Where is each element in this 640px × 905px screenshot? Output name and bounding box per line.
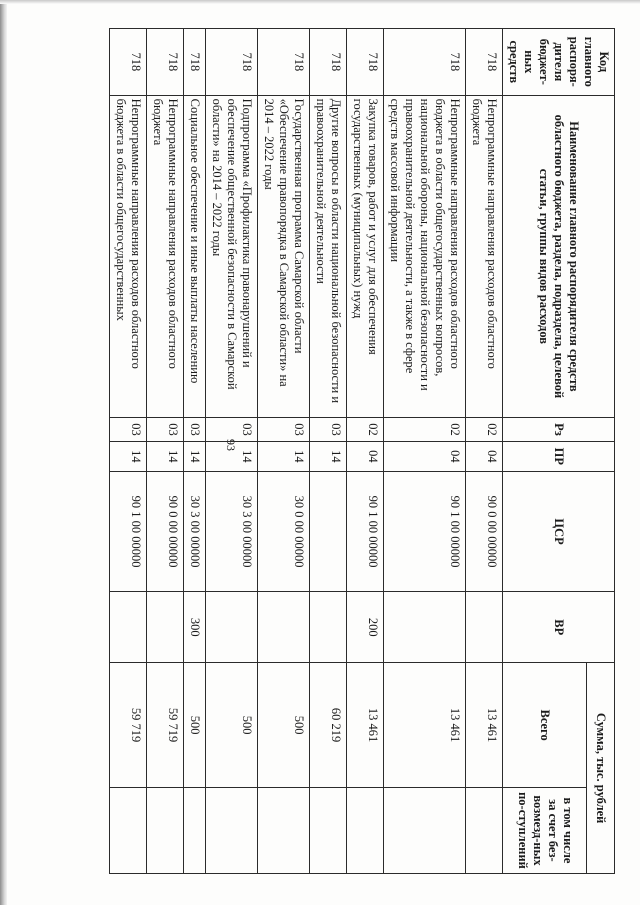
row-total: 500 (184, 663, 206, 788)
row-pr: 14 (110, 441, 147, 471)
row-vr (258, 592, 310, 663)
row-rz: 03 (258, 418, 310, 442)
row-code: 718 (206, 29, 258, 96)
row-vr (466, 592, 503, 663)
row-rz: 03 (184, 418, 206, 442)
table-row (184, 29, 206, 874)
row-csr: 90 1 00 00000 (110, 471, 147, 591)
table-row (147, 29, 184, 874)
row-code: 718 (466, 29, 503, 96)
row-csr: 90 0 00 00000 (466, 471, 503, 591)
row-csr: 30 3 00 00000 (206, 471, 258, 591)
row-total: 500 (258, 663, 310, 788)
row-gratuitous (347, 787, 384, 873)
row-rz: 02 (384, 418, 466, 442)
table-row (466, 29, 503, 874)
row-rz: 03 (206, 418, 258, 442)
row-code: 718 (147, 29, 184, 96)
row-code: 718 (184, 29, 206, 96)
rotated-table-wrapper (50, 28, 615, 874)
row-gratuitous (384, 787, 466, 873)
table-row (347, 29, 384, 874)
row-rz: 02 (466, 418, 503, 442)
budget-table (109, 28, 615, 874)
row-gratuitous (147, 787, 184, 873)
row-rz: 02 (347, 418, 384, 442)
row-rz: 03 (147, 418, 184, 442)
header-vr: ВР (503, 592, 615, 663)
row-pr: 14 (258, 441, 310, 471)
table-row (258, 29, 310, 874)
row-total: 59 719 (110, 663, 147, 788)
row-pr: 14 (184, 441, 206, 471)
row-csr (310, 471, 347, 591)
row-name: Государственная программа Самарской области «Обеспечение правопорядка в Самарской области» на 2014 – 2022 годы (258, 95, 310, 418)
row-code: 718 (384, 29, 466, 96)
row-rz: 03 (110, 418, 147, 442)
scan-edge-top (0, 0, 640, 4)
header-rz: Рз (503, 418, 615, 442)
page-number: 93 (224, 439, 238, 451)
row-pr: 04 (384, 441, 466, 471)
row-vr (110, 592, 147, 663)
row-gratuitous (466, 787, 503, 873)
header-name: Наименование главного распорядителя средств областного бюджета, раздела, подраздела, целевой статьи, группы видов расходов (503, 95, 615, 418)
row-vr: 200 (347, 592, 384, 663)
row-vr (310, 592, 347, 663)
header-pr: ПР (503, 441, 615, 471)
row-total: 13 461 (466, 663, 503, 788)
row-code: 718 (110, 29, 147, 96)
row-total: 13 461 (347, 663, 384, 788)
row-vr: 300 (184, 592, 206, 663)
table-body (110, 29, 503, 874)
row-name: Непрограммные направления расходов областного бюджета (466, 95, 503, 418)
row-vr (206, 592, 258, 663)
row-csr: 90 0 00 00000 (147, 471, 184, 591)
row-name: Непрограммные направления расходов областного бюджета (147, 95, 184, 418)
row-name: Непрограммные направления расходов областного бюджета в области общегосударственных вопросов, национальной обороны, национальной безопасности и правоохранительной деятельности, а также в сфере средств массовой информации (384, 95, 466, 418)
table-row (206, 29, 258, 874)
header-total: Всего (503, 663, 587, 788)
row-name: Социальное обеспечение и иные выплаты населению (184, 95, 206, 418)
row-name: Подпрограмма «Профилактика правонарушений и обеспечение общественной безопасности в Самарской области» на 2014 – 2022 годы (206, 95, 258, 418)
row-pr: 04 (466, 441, 503, 471)
row-rz: 03 (310, 418, 347, 442)
table-header (503, 29, 615, 874)
header-code: Код главного распоря-дителя бюджет-ных средств (503, 29, 615, 96)
row-name: Другие вопросы в области национальной безопасности и правоохранительной деятельности (310, 95, 347, 418)
row-gratuitous (110, 787, 147, 873)
row-name: Непрограммные направления расходов областного бюджета в области общегосударственных (110, 95, 147, 418)
table-row (110, 29, 147, 874)
row-gratuitous (258, 787, 310, 873)
row-csr: 30 0 00 00000 (258, 471, 310, 591)
row-code: 718 (310, 29, 347, 96)
row-gratuitous (206, 787, 258, 873)
header-sum-group: Сумма, тыс. рублей (587, 663, 615, 874)
table-row (384, 29, 466, 874)
scan-edge (0, 0, 7, 905)
row-pr: 14 (310, 441, 347, 471)
row-pr: 14 (147, 441, 184, 471)
row-total: 59 719 (147, 663, 184, 788)
row-gratuitous (310, 787, 347, 873)
row-pr: 14 (206, 441, 258, 471)
row-vr (384, 592, 466, 663)
row-csr: 90 1 00 00000 (347, 471, 384, 591)
row-code: 718 (258, 29, 310, 96)
row-total: 500 (206, 663, 258, 788)
row-pr: 04 (347, 441, 384, 471)
row-code: 718 (347, 29, 384, 96)
header-csr: ЦСР (503, 471, 615, 591)
row-gratuitous (184, 787, 206, 873)
header-gratuitous: в том числе за счет без-возмезд-ных по-ступлений (503, 787, 587, 873)
row-name: Закупка товаров, работ и услуг для обеспечения государственных (муниципальных) нужд (347, 95, 384, 418)
row-total: 60 219 (310, 663, 347, 788)
row-total: 13 461 (384, 663, 466, 788)
row-csr: 30 3 00 00000 (184, 471, 206, 591)
table-row (310, 29, 347, 874)
row-csr: 90 1 00 00000 (384, 471, 466, 591)
row-vr (147, 592, 184, 663)
